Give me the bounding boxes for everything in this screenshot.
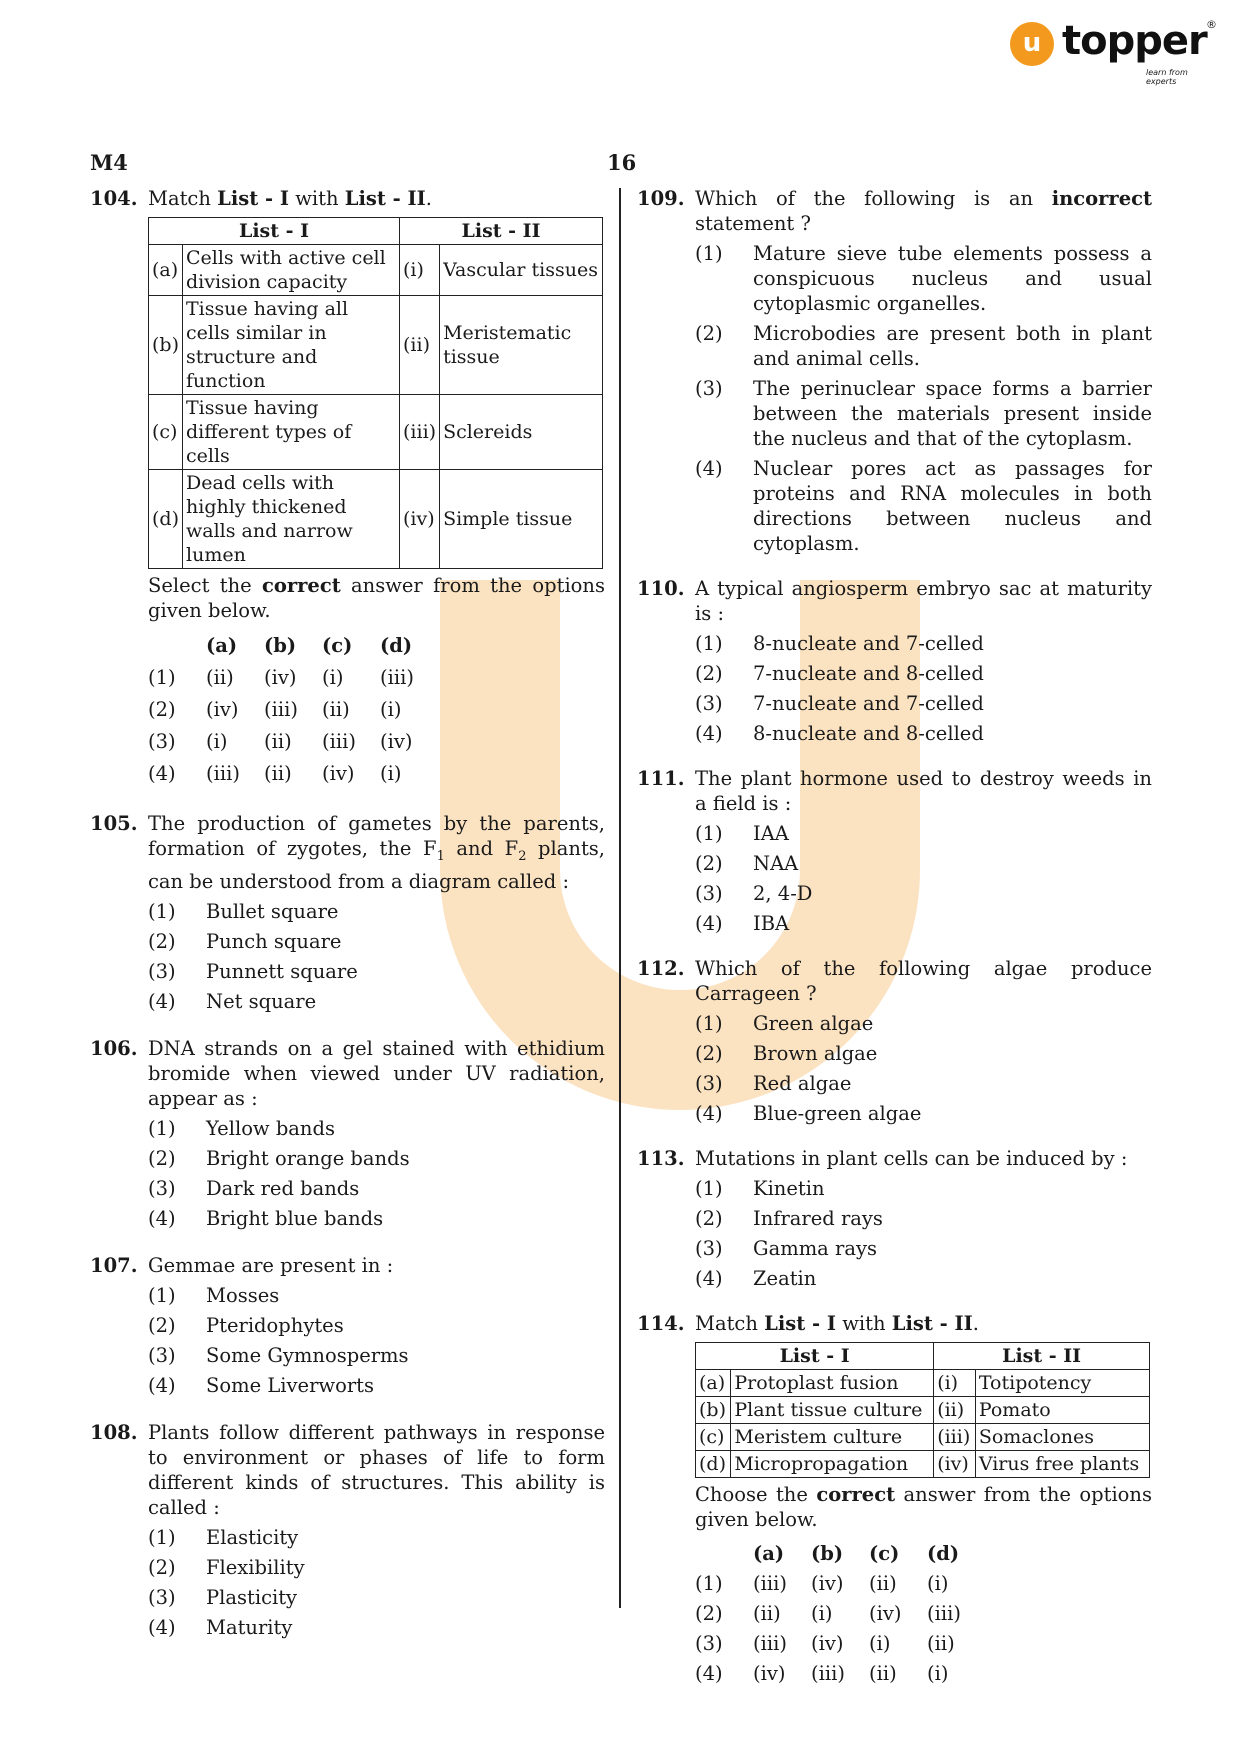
table-row: (a) Protoplast fusion (i) Totipotency — [696, 1370, 1150, 1397]
question-stem: A typical angiosperm embryo sac at maturity is : — [695, 577, 1152, 625]
option[interactable]: (3) Gamma rays — [695, 1237, 877, 1260]
question-stem: DNA strands on a gel stained with ethidium bromide when viewed under UV radiation, appear as : — [148, 1036, 605, 1110]
option[interactable]: (4) Bright blue bands — [148, 1206, 384, 1230]
option[interactable]: (1) Bullet square — [148, 899, 339, 923]
question-stem: Match List - I with List - II. — [695, 1312, 979, 1335]
option[interactable]: (1) 8-nucleate and 7-celled — [695, 632, 984, 655]
option[interactable]: (3) 2, 4-D — [695, 882, 813, 905]
question-stem: The production of gametes by the parents, formation of zygotes, the $F_1$ and $F_2$ plants, can be understood from a diagram called : — [148, 812, 605, 893]
question-109: 109. Which of the following is an incorrect statement ? (1) Mature sieve tube elements possess a conspicuous nucleus and usual cytoplasmic organelles. (2) Microbodies are present both in plant and animal cells. (3) The perinuclear space forms a barrier between the materials present inside the nucleus and that of the cytoplasm. (4) Nuclear pores act as passages for proteins and RNA molecules in both directions between nucleus and cytoplasm. — [637, 187, 1152, 555]
question-108: 108. Plants follow different pathways in response to environment or phases of life to form different kinds of structures. This ability is called : (1) Elasticity (2) Flexibility (3) Plasticity (4) Maturity — [90, 1420, 605, 1639]
brand-name: topper — [1062, 18, 1207, 64]
option[interactable]: (4) 8-nucleate and 8-celled — [695, 722, 984, 745]
list2-header: List - II — [400, 218, 603, 245]
option[interactable]: (3) 7-nucleate and 7-celled — [695, 692, 984, 715]
topper-u-icon: u — [1010, 22, 1054, 66]
option[interactable]: (4) Nuclear pores act as passages for proteins and RNA molecules in both directions between nucleus and cytoplasm. — [695, 457, 1152, 555]
question-113: 113. Mutations in plant cells can be induced by : (1) Kinetin (2) Infrared rays (3) Gamma rays (4) Zeatin — [637, 1146, 1152, 1291]
left-column — [90, 186, 605, 1658]
question-104 — [90, 186, 605, 789]
select-instruction: Choose the correct answer from the options given below. — [695, 1483, 1152, 1531]
option[interactable]: (4) Maturity — [148, 1615, 293, 1639]
answer-option[interactable]: (4) (iv) (iii) (ii) (i) — [695, 1661, 949, 1685]
answer-grid: (a) (b) (c) (d) (1) (ii) (iv) (i) (iii) (2) (iv) (iii) (ii) (i) (3) (i) (ii) (iii) (iv) (4) (iii) (ii) (iv) (i) — [148, 629, 605, 789]
option[interactable]: (2) Infrared rays — [695, 1207, 883, 1230]
option[interactable]: (2) Punch square — [148, 929, 342, 953]
paper-code: M4 — [90, 150, 128, 175]
match-table — [695, 1342, 1150, 1478]
table-row: (b) Tissue having all cells similar in structure and function (ii) Meristematic tissue — [149, 296, 603, 395]
option[interactable]: (3) Red algae — [695, 1072, 852, 1095]
option[interactable]: (2) Bright orange bands — [148, 1146, 410, 1170]
option[interactable]: (2) Brown algae — [695, 1042, 878, 1065]
option[interactable]: (3) Plasticity — [148, 1585, 298, 1609]
question-114: 114. Match List - I with List - II. List - I List - II (a) Protoplast fusion (i) Totipotency (b) Plant tissue culture (ii) Pomato (c) Meristem culture (iii) Somaclones (d) Micropropagation (iv) Virus free plants Choose the correct answer from the options given below. (a) (b) (c) (d) (1) (iii) (iv) (ii) (i) (2) (ii) (i) (iv) (iii) (3) (iii) (iv) (i) (ii) (4) (iv) (iii) (ii) (i) — [637, 1311, 1152, 1688]
option[interactable]: (1) Mature sieve tube elements possess a conspicuous nucleus and usual cytoplasmic organelles. — [695, 242, 1152, 315]
question-105: 105. The production of gametes by the parents, formation of zygotes, the $F_1$ and $F_2$ plants, can be understood from a diagram called : (1) Bullet square (2) Punch square (3) Punnett square (4) Net square — [90, 812, 605, 1013]
list1-header: List - I — [696, 1343, 934, 1370]
option[interactable]: (3) Some Gymnosperms — [148, 1343, 409, 1367]
question-stem: Mutations in plant cells can be induced by : — [695, 1147, 1128, 1170]
option[interactable]: (3) The perinuclear space forms a barrier between the materials present inside the nucleus and that of the cytoplasm. — [695, 377, 1152, 450]
table-row: (a) Cells with active cell division capacity (i) Vascular tissues — [149, 245, 603, 296]
question-stem: The plant hormone used to destroy weeds in a field is : — [695, 767, 1152, 815]
question-111: 111. The plant hormone used to destroy weeds in a field is : (1) IAA (2) NAA (3) 2, 4-D (4) IBA — [637, 767, 1152, 935]
option[interactable]: (4) Blue-green algae — [695, 1102, 922, 1125]
option[interactable]: (4) Net square — [148, 989, 317, 1013]
answer-option[interactable]: (2) (ii) (i) (iv) (iii) — [695, 1601, 961, 1625]
option[interactable]: (4) IBA — [695, 912, 790, 935]
option[interactable]: (3) Punnett square — [148, 959, 358, 983]
option[interactable]: (2) 7-nucleate and 8-celled — [695, 662, 984, 685]
option[interactable]: (1) Kinetin — [695, 1177, 825, 1200]
answer-option[interactable]: (4) (iii) (ii) (iv) (i) — [148, 761, 402, 785]
option[interactable]: (1) Elasticity — [148, 1525, 299, 1549]
table-row: (d) Dead cells with highly thickened walls and narrow lumen (iv) Simple tissue — [149, 470, 603, 569]
brand-logo — [1010, 18, 1220, 86]
table-row: (c) Tissue having different types of cells (iii) Sclereids — [149, 395, 603, 470]
option[interactable]: (4) Zeatin — [695, 1267, 817, 1290]
question-stem: Gemmae are present in : — [148, 1253, 394, 1277]
answer-grid: (a) (b) (c) (d) (1) (iii) (iv) (ii) (i) (2) (ii) (i) (iv) (iii) (3) (iii) (iv) (i) (ii) (4) (iv) (iii) (ii) (i) — [695, 1538, 1152, 1688]
question-106: 106. DNA strands on a gel stained with ethidium bromide when viewed under UV radiation, appear as : (1) Yellow bands (2) Bright orange bands (3) Dark red bands (4) Bright blue bands — [90, 1036, 605, 1230]
page-number: 16 — [607, 150, 637, 175]
list2-header: List - II — [934, 1343, 1150, 1370]
registered-mark: ® — [1206, 18, 1217, 31]
option[interactable]: (1) IAA — [695, 822, 789, 845]
question-stem: Match List - I with List - II. — [148, 187, 432, 210]
answer-option[interactable]: (3) (iii) (iv) (i) (ii) — [695, 1631, 955, 1655]
column-divider — [619, 188, 621, 1608]
question-number: 104. — [90, 187, 138, 210]
question-112: 112. Which of the following algae produce Carrageen ? (1) Green algae (2) Brown algae (3) Red algae (4) Blue-green algae — [637, 957, 1152, 1125]
list1-header: List - I — [149, 218, 400, 245]
question-stem: Which of the following is an incorrect statement ? — [695, 187, 1152, 235]
question-stem: Which of the following algae produce Carrageen ? — [695, 957, 1152, 1005]
select-instruction: Select the correct answer from the options given below. — [148, 574, 605, 622]
option[interactable]: (1) Yellow bands — [148, 1116, 335, 1140]
match-table — [148, 217, 603, 569]
brand-tagline: learn from experts — [1146, 68, 1188, 86]
option[interactable]: (1) Mosses — [148, 1283, 280, 1307]
answer-option[interactable]: (1) (ii) (iv) (i) (iii) — [148, 665, 414, 689]
answer-option[interactable]: (3) (i) (ii) (iii) (iv) — [148, 729, 413, 753]
answer-option[interactable]: (1) (iii) (iv) (ii) (i) — [695, 1571, 949, 1595]
option[interactable]: (2) NAA — [695, 852, 799, 875]
question-110: 110. A typical angiosperm embryo sac at maturity is : (1) 8-nucleate and 7-celled (2) 7-nucleate and 8-celled (3) 7-nucleate and 7-celled (4) 8-nucleate and 8-celled — [637, 577, 1152, 745]
option[interactable]: (2) Flexibility — [148, 1555, 305, 1579]
option[interactable]: (2) Pteridophytes — [148, 1313, 344, 1337]
option[interactable]: (1) Green algae — [695, 1012, 874, 1035]
table-row: (c) Meristem culture (iii) Somaclones — [696, 1424, 1150, 1451]
option[interactable]: (4) Some Liverworts — [148, 1373, 374, 1397]
right-column — [637, 186, 1152, 1706]
question-107: 107. Gemmae are present in : (1) Mosses (2) Pteridophytes (3) Some Gymnosperms (4) Some Liverworts — [90, 1253, 605, 1398]
answer-option[interactable]: (2) (iv) (iii) (ii) (i) — [148, 697, 402, 721]
option[interactable]: (3) Dark red bands — [148, 1176, 360, 1200]
table-row: (b) Plant tissue culture (ii) Pomato — [696, 1397, 1150, 1424]
table-row: (d) Micropropagation (iv) Virus free plants — [696, 1451, 1150, 1478]
option[interactable]: (2) Microbodies are present both in plant and animal cells. — [695, 322, 1152, 370]
question-stem: Plants follow different pathways in response to environment or phases of life to form different kinds of structures. This ability is called : — [148, 1420, 605, 1519]
